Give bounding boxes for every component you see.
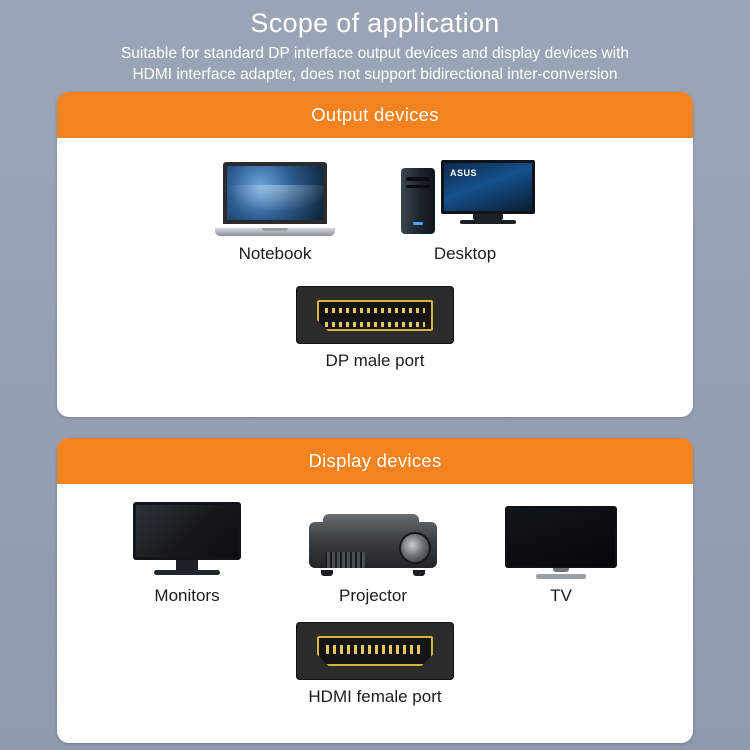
output-devices-row (57, 156, 693, 264)
hdmi-female-port-label: HDMI female port (308, 687, 442, 706)
output-devices-heading: Output devices (57, 92, 693, 138)
desktop-computer-icon (395, 156, 535, 236)
dp-male-port-block (57, 286, 693, 371)
page-subtitle-line-1: Suitable for standard DP interface output devices and display devices with (120, 45, 630, 62)
display-devices-row (57, 500, 693, 606)
device-desktop (395, 156, 535, 264)
displayport-male-connector-icon (296, 286, 454, 344)
hdmi-female-connector-icon (296, 622, 454, 680)
device-notebook-label: Notebook (238, 244, 312, 263)
page-title: Scope of application (250, 8, 500, 38)
display-devices-body (57, 500, 693, 707)
page-subtitle-line-2: HDMI interface adapter, does not support bidirectional inter-conversion (132, 66, 618, 83)
page-header (0, 0, 750, 85)
device-projector-label: Projector (338, 586, 408, 605)
hdmi-female-port-block (57, 622, 693, 707)
display-devices-card (57, 438, 693, 743)
monitor-brand-label: ASUS (450, 168, 478, 178)
monitor-icon (133, 500, 241, 578)
device-monitors (133, 500, 241, 606)
laptop-icon (215, 156, 335, 236)
device-tv-label: TV (550, 586, 572, 605)
device-projector (303, 500, 443, 606)
device-tv (505, 500, 617, 606)
display-devices-heading: Display devices (57, 438, 693, 484)
television-icon (505, 500, 617, 578)
output-devices-body (57, 156, 693, 371)
device-notebook (215, 156, 335, 264)
device-monitors-label: Monitors (154, 586, 220, 605)
dp-male-port-label: DP male port (325, 351, 425, 370)
projector-icon (303, 500, 443, 578)
output-devices-card (57, 92, 693, 417)
device-desktop-label: Desktop (433, 244, 497, 263)
